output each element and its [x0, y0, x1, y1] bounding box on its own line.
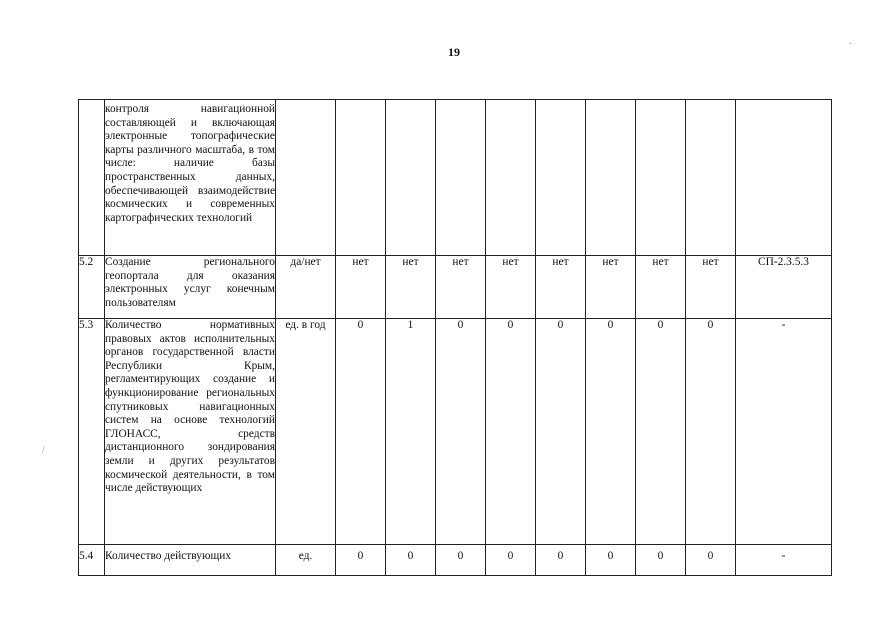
row-value: 0: [686, 545, 736, 576]
row-value: 0: [486, 545, 536, 576]
row-description: Создание регионального геопортала для оказания электронных услуг конечным пользователям: [105, 256, 276, 319]
row-unit: ед. в год: [276, 319, 336, 545]
row-value: 0: [536, 545, 586, 576]
row-value: [386, 100, 436, 256]
page-number: 19: [448, 45, 460, 59]
row-description: Количество нормативных правовых актов исполнительных органов государственной власти Республики Крым, регламентирующих создание и функционирование региональных спутниковых навигационных систем на основе технологий ГЛОНАСС, средств дистанционного зондирования земли и других результатов космической деятельности, в том числе действующих: [105, 319, 276, 545]
row-value: 0: [636, 545, 686, 576]
row-reference: [736, 100, 832, 256]
row-value: нет: [486, 256, 536, 319]
row-value: [686, 100, 736, 256]
row-number: 5.3: [79, 319, 105, 545]
row-value: 0: [486, 319, 536, 545]
row-value: 1: [386, 319, 436, 545]
row-value: [486, 100, 536, 256]
row-value: 0: [686, 319, 736, 545]
row-value: 0: [436, 319, 486, 545]
row-value: [586, 100, 636, 256]
row-value: 0: [636, 319, 686, 545]
indicators-table: [78, 99, 832, 576]
row-number: [79, 100, 105, 256]
row-unit: [276, 100, 336, 256]
row-value: нет: [436, 256, 486, 319]
row-value: нет: [586, 256, 636, 319]
row-value: [436, 100, 486, 256]
row-description: контроля навигационной составляющей и включающая электронные топографические карты различного масштаба, в том числе: наличие базы пространственных данных, обеспечивающей взаимодействие космических и современных картографических технологий: [105, 100, 276, 256]
row-value: нет: [636, 256, 686, 319]
table-row: [79, 100, 832, 256]
table-row: [79, 319, 832, 545]
row-value: 0: [586, 319, 636, 545]
row-value: нет: [686, 256, 736, 319]
row-value: 0: [586, 545, 636, 576]
row-number: 5.2: [79, 256, 105, 319]
row-value: нет: [336, 256, 386, 319]
scan-mark: .: [849, 36, 852, 47]
row-value: 0: [336, 319, 386, 545]
row-value: 0: [386, 545, 436, 576]
row-unit: да/нет: [276, 256, 336, 319]
row-value: 0: [336, 545, 386, 576]
row-description: Количество действующих: [105, 545, 276, 576]
row-value: [336, 100, 386, 256]
row-reference: СП-2.3.5.3: [736, 256, 832, 319]
table-body: [79, 100, 832, 576]
row-value: нет: [536, 256, 586, 319]
scan-mark: /: [42, 445, 45, 456]
row-value: [536, 100, 586, 256]
table-row: [79, 545, 832, 576]
row-value: 0: [536, 319, 586, 545]
row-reference: -: [736, 319, 832, 545]
row-unit: ед.: [276, 545, 336, 576]
row-value: нет: [386, 256, 436, 319]
row-number: 5.4: [79, 545, 105, 576]
row-reference: -: [736, 545, 832, 576]
row-value: [636, 100, 686, 256]
table-row: [79, 256, 832, 319]
row-value: 0: [436, 545, 486, 576]
